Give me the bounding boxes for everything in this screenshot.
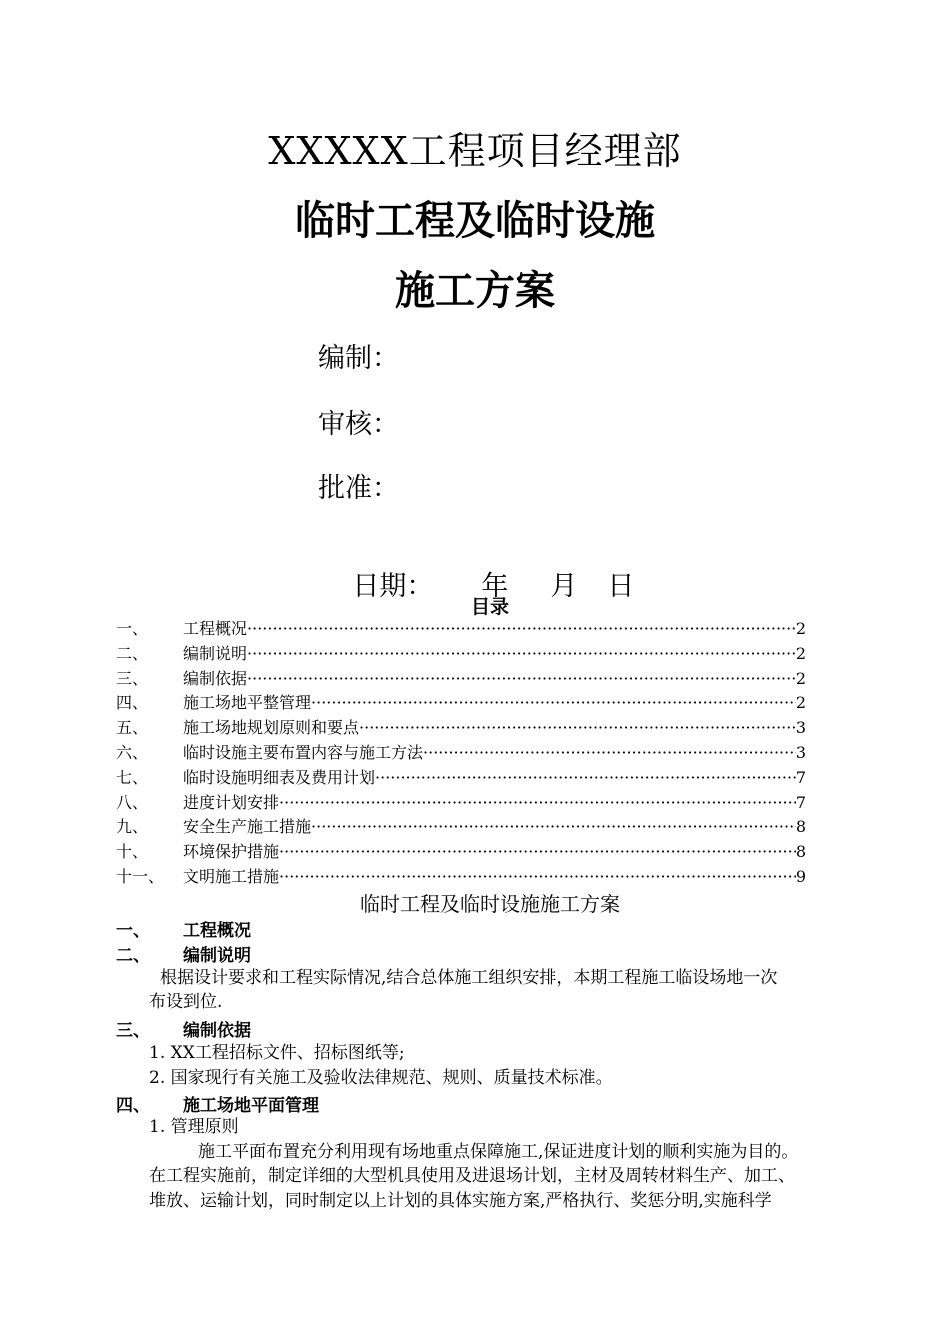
- toc-entry-label: 临时设施主要布置内容与施工方法: [183, 742, 424, 762]
- toc-leader-dots: [247, 642, 796, 667]
- signoff-date-label: 日期：: [352, 571, 434, 602]
- section-number: 一、: [116, 921, 150, 941]
- paragraph: 根据设计要求和工程实际情况,结合总体施工组织安排，本期工程施工临设场地一次: [160, 968, 778, 988]
- toc-leader-dots: [375, 766, 796, 791]
- toc-leader-dots: [247, 667, 796, 692]
- toc-entry-number: 九、: [116, 817, 149, 837]
- toc-leader-dots: [279, 865, 796, 890]
- toc-entry-label: 安全生产施工措施: [183, 817, 312, 837]
- toc-entry-number: 十、: [116, 842, 149, 862]
- toc-leader-dots: [311, 815, 796, 840]
- section-title: 编制说明: [183, 946, 251, 966]
- toc-entry[interactable]: [116, 766, 806, 791]
- toc-entry-page: 7: [795, 767, 806, 787]
- toc-entry-page: 8: [795, 817, 806, 837]
- toc-entry-page: 8: [795, 842, 806, 862]
- section-2-heading: [116, 941, 251, 966]
- toc-title: 目录: [470, 596, 509, 618]
- section-title: 编制依据: [183, 1021, 251, 1041]
- toc-entry-page: 7: [795, 792, 806, 812]
- toc-entry-page: 9: [795, 866, 806, 886]
- toc-entry-page: 2: [795, 619, 806, 638]
- toc-leader-dots: [279, 791, 796, 816]
- toc-entry-number: 四、: [116, 693, 149, 713]
- list-item: 2. 国家现行有关施工及验收法律规范、规则、质量技术标准。: [149, 1068, 613, 1088]
- signoff-month: 月: [550, 571, 578, 602]
- toc-entry-number: 三、: [116, 668, 149, 688]
- toc-entry-label: 环境保护措施: [183, 842, 280, 862]
- section-title: 施工场地平面管理: [183, 1096, 319, 1116]
- toc-entry-label: 施工场地规划原则和要点: [183, 718, 360, 738]
- toc-entry-page: 3: [795, 742, 806, 762]
- toc-entry-page: 3: [795, 718, 806, 738]
- header-doc-title: 临时工程及临时设施: [295, 198, 655, 244]
- toc-entry-label: 编制说明: [183, 643, 248, 663]
- paragraph: 布设到位.: [149, 992, 223, 1012]
- paragraph: 堆放、运输计划，同时制定以上计划的具体实施方案,严格执行、奖惩分明,实施科学: [149, 1191, 772, 1211]
- toc-entry[interactable]: [116, 691, 806, 716]
- signoff-year: 年: [481, 571, 509, 602]
- toc-entry[interactable]: [116, 716, 806, 741]
- toc-leader-dots: [423, 741, 796, 766]
- section-3-heading: [116, 1016, 251, 1041]
- toc-entry-number: 五、: [116, 718, 149, 738]
- toc-entry-page: 2: [795, 643, 806, 663]
- section-4-heading: [116, 1091, 319, 1116]
- toc-entry-page: 2: [795, 693, 806, 713]
- paragraph: 在工程实施前，制定详细的大型机具使用及进退场计划，主材及周转材料生产、加工、: [149, 1166, 795, 1186]
- section-title: 工程概况: [183, 921, 251, 941]
- toc-leader-dots: [279, 840, 796, 865]
- toc-entry-number: 二、: [116, 643, 149, 663]
- toc-entry-number: 一、: [116, 619, 149, 638]
- toc-entry[interactable]: [116, 667, 806, 692]
- toc-entry-number: 八、: [116, 792, 149, 812]
- toc-entry[interactable]: [116, 865, 806, 890]
- header-org-title: XXXXX工程项目经理部: [268, 129, 682, 173]
- toc-entry[interactable]: [116, 840, 806, 865]
- list-item: 1. XX工程招标文件、招标图纸等;: [149, 1043, 405, 1063]
- toc-entry-label: 编制依据: [183, 668, 248, 688]
- subsection-heading: 1. 管理原则: [149, 1117, 239, 1137]
- toc-leader-dots: [247, 617, 796, 642]
- section-number: 二、: [116, 946, 150, 966]
- toc-entry-number: 十一、: [116, 866, 165, 886]
- section-number: 四、: [116, 1096, 150, 1116]
- section-number: 三、: [116, 1021, 150, 1041]
- toc-entry-label: 施工场地平整管理: [183, 693, 312, 713]
- toc-entry-label: 进度计划安排: [183, 792, 280, 812]
- table-of-contents: [116, 617, 806, 890]
- header-doc-subtitle: 施工方案: [395, 268, 555, 314]
- toc-entry[interactable]: [116, 642, 806, 667]
- toc-entry[interactable]: [116, 791, 806, 816]
- toc-entry-label: 文明施工措施: [183, 866, 280, 886]
- toc-entry[interactable]: [116, 741, 806, 766]
- paragraph: 施工平面布置充分利用现有场地重点保障施工,保证进度计划的顺利实施为目的。: [198, 1142, 799, 1162]
- toc-leader-dots: [359, 716, 796, 741]
- toc-entry-number: 六、: [116, 742, 149, 762]
- toc-entry-label: 临时设施明细表及费用计划: [183, 767, 376, 787]
- toc-entry-page: 2: [795, 668, 806, 688]
- toc-entry-label: 工程概况: [183, 619, 248, 638]
- signoff-compiled: 编制：: [318, 343, 399, 374]
- body-title: 临时工程及临时设施施工方案: [360, 892, 620, 916]
- toc-entry-number: 七、: [116, 767, 149, 787]
- signoff-day: 日: [607, 571, 635, 602]
- toc-entry[interactable]: [116, 815, 806, 840]
- section-1-heading: [116, 916, 251, 941]
- toc-leader-dots: [311, 691, 796, 716]
- toc-entry[interactable]: [116, 617, 806, 642]
- signoff-reviewed: 审核：: [318, 409, 399, 440]
- signoff-approved: 批准：: [318, 473, 399, 504]
